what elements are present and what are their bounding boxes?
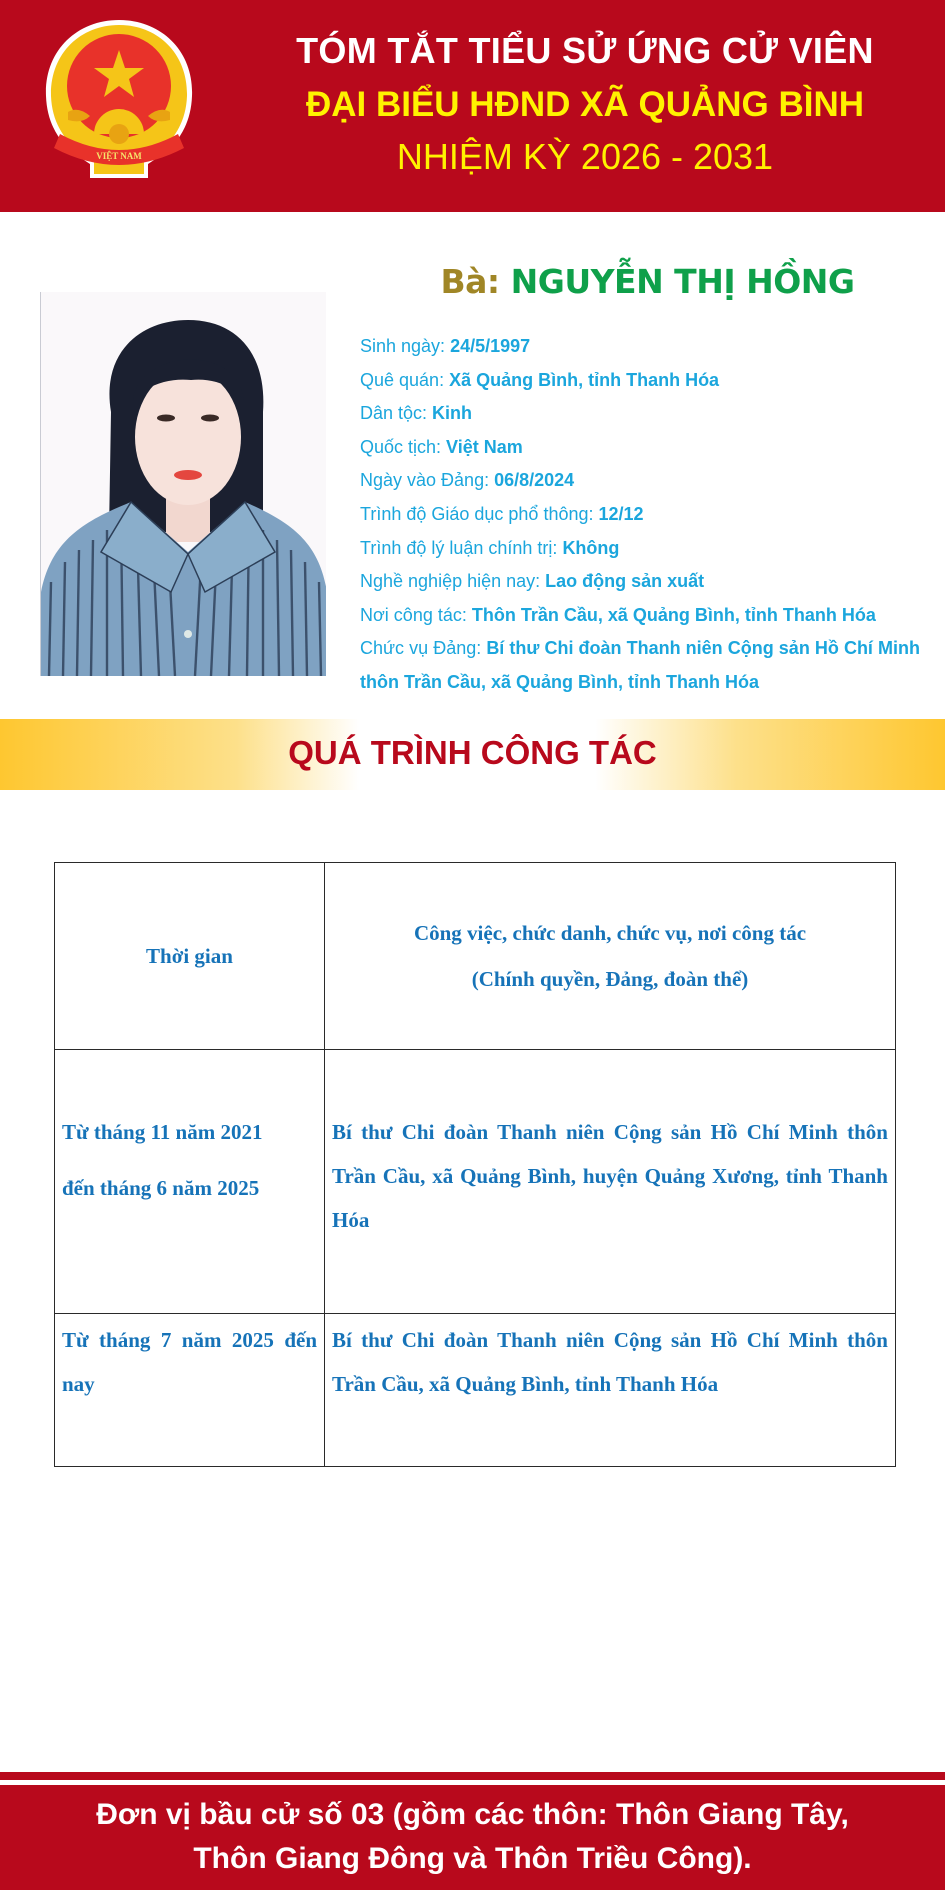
row-time-line2: đến tháng 6 năm 2025 <box>62 1176 260 1200</box>
info-label: Trình độ Giáo dục phổ thông: <box>360 503 599 524</box>
header-title: TÓM TẮT TIỂU SỬ ỨNG CỬ VIÊN <box>296 30 874 71</box>
info-row-political-theory <box>360 532 920 566</box>
row-time-line1: Từ tháng 11 năm 2021 <box>62 1120 263 1144</box>
table-header-row <box>55 863 896 1050</box>
candidate-photo <box>40 292 326 676</box>
row-time: Từ tháng 7 năm 2025 đến nay <box>55 1314 325 1467</box>
info-label: Quê quán: <box>360 369 450 390</box>
header-titles <box>240 0 930 212</box>
section-title: QUÁ TRÌNH CÔNG TÁC <box>288 734 657 771</box>
info-label: Trình độ lý luận chính trị: <box>360 537 563 558</box>
header-banner <box>0 0 945 212</box>
portrait-photo <box>41 292 326 676</box>
info-row-workplace <box>360 599 920 633</box>
info-row-education <box>360 498 920 532</box>
info-row-ethnicity <box>360 397 920 431</box>
header-time <box>55 863 325 1050</box>
info-row-hometown <box>360 364 920 398</box>
info-label: Sinh ngày: <box>360 336 451 356</box>
info-label: Ngày vào Đảng: <box>360 470 495 491</box>
info-row-party-join-date <box>360 464 920 498</box>
footer-line1: Đơn vị bầu cử số 03 (gồm các thôn: Thôn Giang Tây, <box>96 1798 849 1831</box>
table-row <box>55 1314 896 1467</box>
info-label: Quốc tịch: <box>360 436 447 457</box>
footer-banner <box>0 1785 945 1890</box>
info-value: 06/8/2024 <box>494 470 575 491</box>
candidate-honorific: Bà: <box>440 262 500 301</box>
header-position-line2: (Chính quyền, Đảng, đoàn thể) <box>471 967 749 991</box>
footer-line2: Thôn Giang Đông và Thôn Triều Công). <box>193 1842 752 1875</box>
work-history-table <box>54 862 896 1467</box>
row-position: Bí thư Chi đoàn Thanh niên Cộng sản Hồ Chí Minh thôn Trần Cầu, xã Quảng Bình, huyện Quảng Xương, tỉnh Thanh Hóa <box>325 1050 896 1314</box>
info-label: Dân tộc: <box>360 403 433 424</box>
info-value: Bí thư Chi đoàn Thanh niên Cộng sản Hồ Chí Minh thôn Trần Cầu, xã Quảng Bình, tỉnh Thanh Hóa <box>360 638 920 692</box>
info-row-party-position <box>360 632 920 699</box>
candidate-name <box>350 262 945 301</box>
info-value: 12/12 <box>598 503 644 524</box>
info-label: Nơi công tác: <box>360 604 472 625</box>
candidate-info-list <box>360 330 920 700</box>
info-value: Thôn Trần Cầu, xã Quảng Bình, tỉnh Thanh Hóa <box>471 604 876 625</box>
info-value: 24/5/1997 <box>450 336 531 356</box>
info-value: Xã Quảng Bình, tỉnh Thanh Hóa <box>449 369 720 390</box>
header-time-label: Thời gian <box>146 944 233 968</box>
row-time <box>55 1050 325 1314</box>
header-subtitle: ĐẠI BIỂU HĐND XÃ QUẢNG BÌNH <box>305 85 865 124</box>
info-value: Kinh <box>432 403 473 424</box>
info-value: Không <box>562 537 620 558</box>
footer-stripe <box>0 1772 945 1780</box>
info-row-birth-date <box>360 330 920 364</box>
table-row <box>55 1050 896 1314</box>
info-row-occupation <box>360 565 920 599</box>
header-term: NHIỆM KỲ 2026 - 2031 <box>396 136 774 177</box>
emblem-text: VIỆT NAM <box>96 151 142 161</box>
section-band <box>0 719 945 790</box>
header-position <box>325 863 896 1050</box>
info-row-nationality <box>360 431 920 465</box>
header-position-line1: Công việc, chức danh, chức vụ, nơi công tác <box>413 921 807 945</box>
vietnam-national-emblem-icon <box>38 16 200 182</box>
info-value: Việt Nam <box>446 436 523 457</box>
info-value: Lao động sản xuất <box>545 571 705 592</box>
row-position: Bí thư Chi đoàn Thanh niên Cộng sản Hồ Chí Minh thôn Trần Cầu, xã Quảng Bình, tỉnh Thanh Hóa <box>325 1314 896 1467</box>
info-label: Chức vụ Đảng: <box>360 638 487 659</box>
info-label: Nghề nghiệp hiện nay: <box>360 571 546 592</box>
candidate-full-name: NGUYỄN THỊ HỒNG <box>510 262 855 301</box>
